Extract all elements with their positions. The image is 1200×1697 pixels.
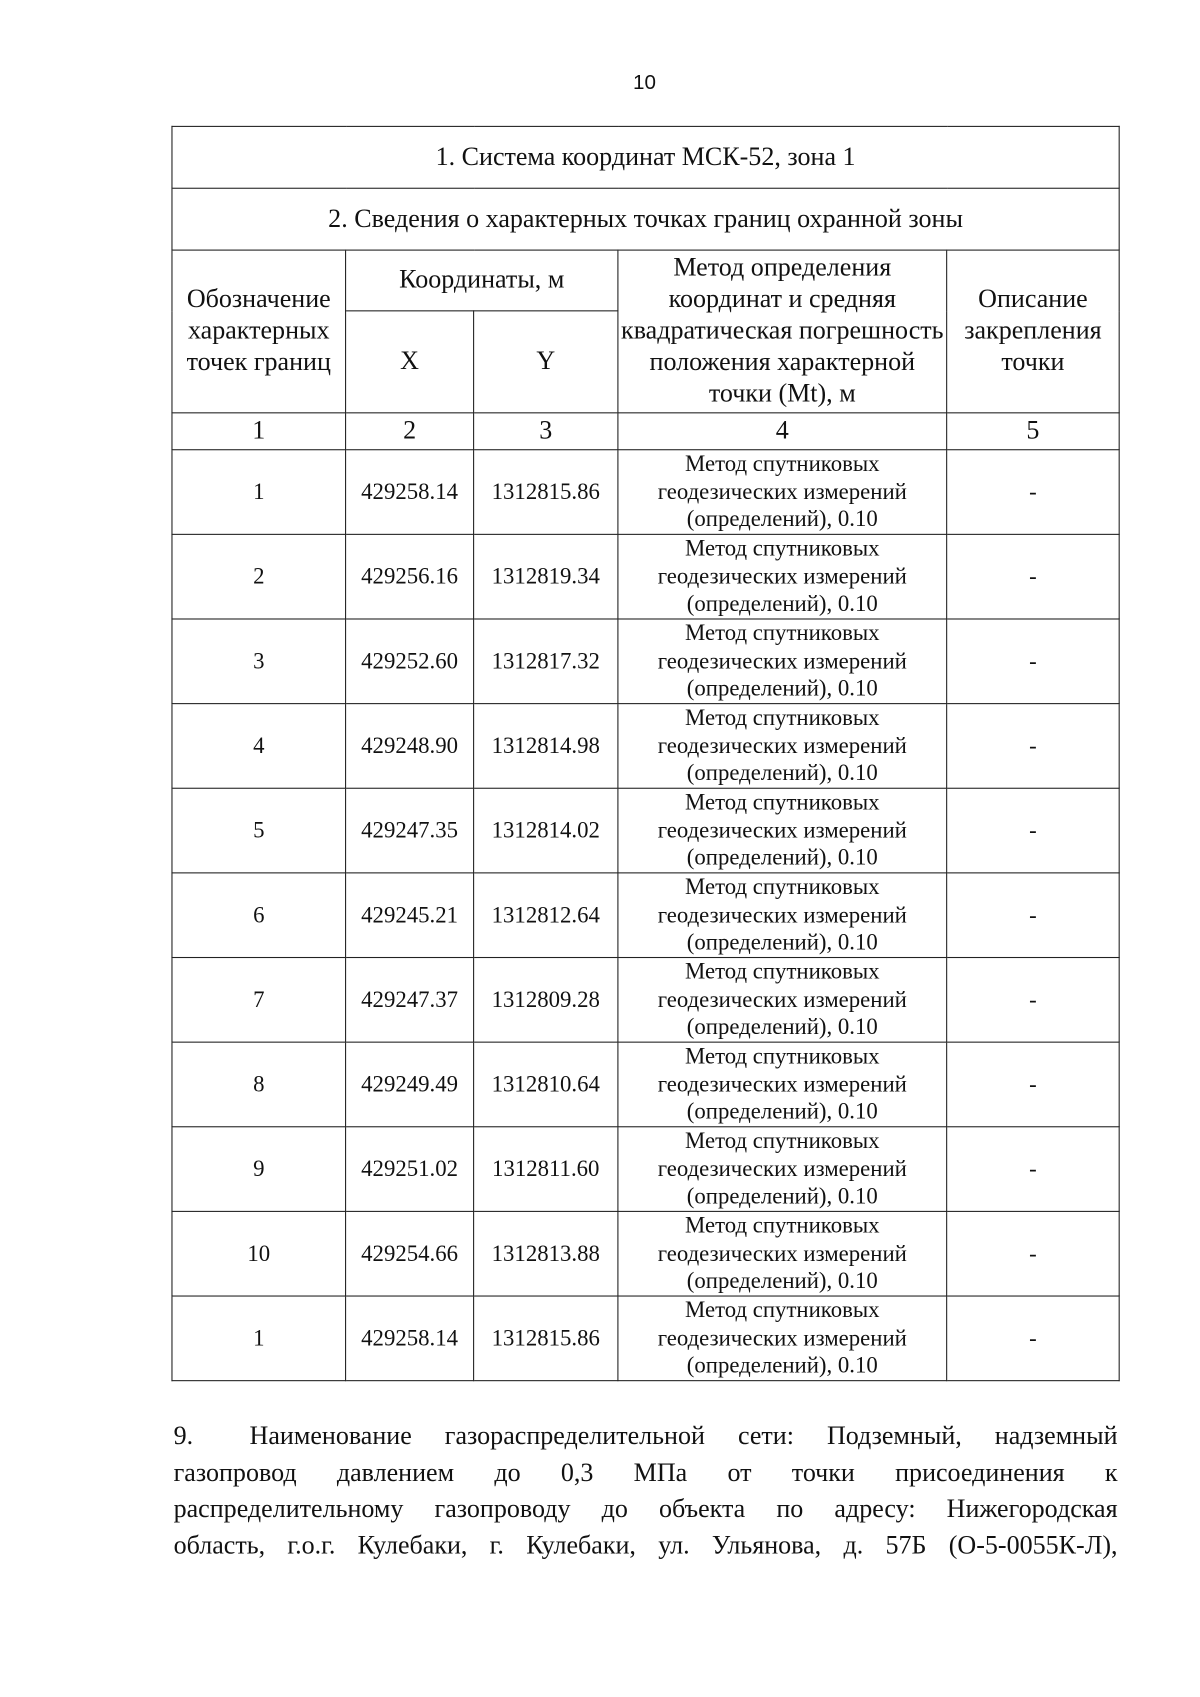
column-number: 4 <box>618 413 947 450</box>
description-cell: - <box>947 788 1120 873</box>
column-number: 5 <box>947 413 1120 450</box>
description-cell: - <box>947 1296 1120 1381</box>
x-coordinate-cell: 429256.16 <box>346 534 474 619</box>
method-cell: Метод спутниковых геодезических измерений (определений), 0.10 <box>618 1211 947 1296</box>
gas-network-paragraph <box>174 1419 1118 1564</box>
method-cell: Метод спутниковых геодезических измерений (определений), 0.10 <box>618 619 947 704</box>
point-id-cell: 2 <box>172 534 346 619</box>
method-cell: Метод спутниковых геодезических измерений (определений), 0.10 <box>618 788 947 873</box>
point-id-cell: 7 <box>172 958 346 1043</box>
paragraph-line: распределительному газопроводу до объекта по адресу: Нижегородская <box>173 1495 1118 1524</box>
table-row <box>172 534 1119 619</box>
description-cell: - <box>947 873 1120 958</box>
y-coordinate-cell: 1312812.64 <box>474 873 618 958</box>
table-row <box>172 1042 1119 1127</box>
y-coordinate-cell: 1312819.34 <box>474 534 618 619</box>
method-cell: Метод спутниковых геодезических измерений (определений), 0.10 <box>618 1296 947 1381</box>
column-number-row <box>172 413 1119 450</box>
y-coordinate-cell: 1312809.28 <box>474 958 618 1043</box>
table-row <box>172 958 1119 1043</box>
description-cell: - <box>947 1127 1120 1212</box>
table-row <box>172 1296 1119 1381</box>
header-description: Описание закрепления точки <box>947 250 1120 413</box>
table-row <box>172 704 1119 789</box>
point-id-cell: 9 <box>172 1127 346 1212</box>
method-cell: Метод спутниковых геодезических измерений (определений), 0.10 <box>618 450 947 535</box>
paragraph-number: 9. <box>173 1422 194 1451</box>
description-cell: - <box>947 619 1120 704</box>
method-cell: Метод спутниковых геодезических измерений (определений), 0.10 <box>618 873 947 958</box>
y-coordinate-cell: 1312815.86 <box>474 1296 618 1381</box>
description-cell: - <box>947 704 1120 789</box>
point-id-cell: 10 <box>172 1211 346 1296</box>
x-coordinate-cell: 429252.60 <box>346 619 474 704</box>
header-y: Y <box>474 311 618 413</box>
paragraph-line: газопровод давлением до 0,3 МПа от точки присоединения к <box>173 1458 1118 1487</box>
point-id-cell: 1 <box>172 1296 346 1381</box>
y-coordinate-cell: 1312815.86 <box>474 450 618 535</box>
description-cell: - <box>947 1042 1120 1127</box>
coordinate-system-label: 1. Система координат МСК-52, зона 1 <box>172 126 1119 188</box>
table-row <box>172 450 1119 535</box>
method-cell: Метод спутниковых геодезических измерений (определений), 0.10 <box>618 704 947 789</box>
x-coordinate-cell: 429247.35 <box>346 788 474 873</box>
method-cell: Метод спутниковых геодезических измерений (определений), 0.10 <box>618 1127 947 1212</box>
y-coordinate-cell: 1312813.88 <box>474 1211 618 1296</box>
y-coordinate-cell: 1312811.60 <box>474 1127 618 1212</box>
column-number: 3 <box>474 413 618 450</box>
page-number: 10 <box>633 71 656 95</box>
y-coordinate-cell: 1312817.32 <box>474 619 618 704</box>
table-row <box>172 873 1119 958</box>
point-id-cell: 6 <box>172 873 346 958</box>
description-cell: - <box>947 450 1120 535</box>
y-coordinate-cell: 1312814.02 <box>474 788 618 873</box>
x-coordinate-cell: 429258.14 <box>346 450 474 535</box>
paragraph-line: область, г.о.г. Кулебаки, г. Кулебаки, ул. Ульянова, д. 57Б (О-5-0055К-Л), <box>173 1531 1118 1560</box>
method-cell: Метод спутниковых геодезических измерений (определений), 0.10 <box>618 958 947 1043</box>
header-method: Метод определения координат и средняя квадратическая погрешность положения характерной точки (Mt), м <box>618 250 947 413</box>
header-coordinates: Координаты, м <box>346 250 618 311</box>
x-coordinate-cell: 429254.66 <box>346 1211 474 1296</box>
x-coordinate-cell: 429248.90 <box>346 704 474 789</box>
table-row <box>172 1127 1119 1212</box>
x-coordinate-cell: 429251.02 <box>346 1127 474 1212</box>
x-coordinate-cell: 429258.14 <box>346 1296 474 1381</box>
table-row <box>172 619 1119 704</box>
description-cell: - <box>947 958 1120 1043</box>
boundary-points-table <box>171 126 1119 1381</box>
y-coordinate-cell: 1312814.98 <box>474 704 618 789</box>
method-cell: Метод спутниковых геодезических измерений (определений), 0.10 <box>618 1042 947 1127</box>
paragraph-line: 9. Наименование газораспределительной сети: Подземный, надземный <box>174 1419 1118 1455</box>
y-coordinate-cell: 1312810.64 <box>474 1042 618 1127</box>
column-number: 1 <box>172 413 346 450</box>
section-title: 2. Сведения о характерных точках границ охранной зоны <box>172 188 1119 250</box>
table-row <box>172 788 1119 873</box>
description-cell: - <box>947 1211 1120 1296</box>
x-coordinate-cell: 429245.21 <box>346 873 474 958</box>
header-designation: Обозначение характерных точек границ <box>172 250 346 413</box>
column-number: 2 <box>346 413 474 450</box>
table-row <box>172 1211 1119 1296</box>
x-coordinate-cell: 429247.37 <box>346 958 474 1043</box>
point-id-cell: 1 <box>172 450 346 535</box>
point-id-cell: 5 <box>172 788 346 873</box>
header-x: X <box>346 311 474 413</box>
description-cell: - <box>947 534 1120 619</box>
x-coordinate-cell: 429249.49 <box>346 1042 474 1127</box>
point-id-cell: 8 <box>172 1042 346 1127</box>
method-cell: Метод спутниковых геодезических измерений (определений), 0.10 <box>618 534 947 619</box>
point-id-cell: 4 <box>172 704 346 789</box>
point-id-cell: 3 <box>172 619 346 704</box>
